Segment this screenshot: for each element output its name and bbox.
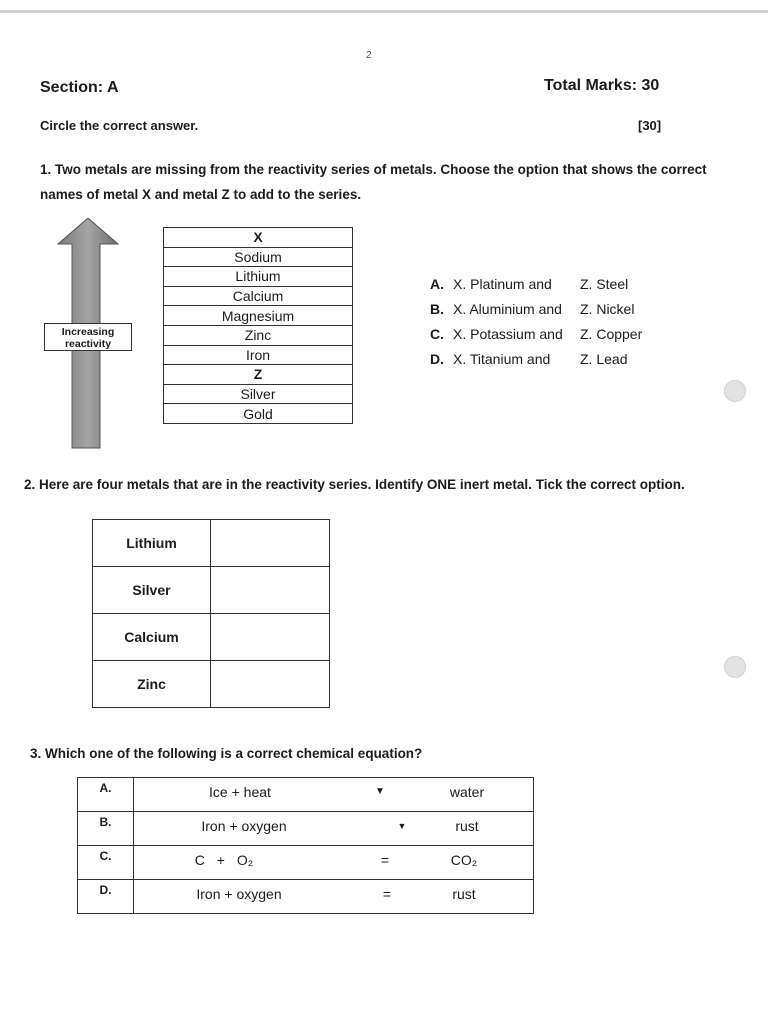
series-cell: Zinc (164, 325, 353, 345)
q1-options (430, 276, 642, 376)
metal-cell: Calcium (93, 614, 211, 661)
option-c[interactable] (430, 326, 642, 351)
equation-rhs: water (449, 784, 485, 800)
equation-lhs: Ice + heat (209, 784, 271, 800)
inert-metal-table (92, 519, 330, 708)
equation-cell (134, 880, 534, 914)
option-b[interactable] (430, 301, 642, 326)
option-z: Z. Copper (580, 326, 643, 342)
tick-box[interactable] (211, 567, 330, 614)
row-letter: C. (78, 846, 134, 880)
instruction: Circle the correct answer. (40, 118, 199, 133)
series-cell: Magnesium (164, 306, 353, 326)
option-letter: B. (430, 301, 444, 317)
row-letter: B. (78, 812, 134, 846)
series-cell: Lithium (164, 267, 353, 287)
total-marks: Total Marks: 30 (544, 77, 660, 94)
table-row (93, 614, 330, 661)
question-1: 1. Two metals are missing from the reactivity series of metals. Choose the option that shows the correct names of metal X and metal Z to add to the series. (40, 162, 707, 202)
equation-rhs: rust (455, 818, 479, 834)
metal-cell: Lithium (93, 520, 211, 567)
tick-box[interactable] (211, 661, 330, 708)
punch-hole (724, 656, 746, 678)
section-title: Section: A (40, 79, 119, 96)
equation-lhs: Iron + oxygen (201, 818, 287, 834)
option-x: X. Potassium and (453, 326, 563, 342)
option-z: Z. Lead (580, 351, 628, 367)
metal-cell: Zinc (93, 661, 211, 708)
option-x: X. Titanium and (453, 351, 551, 367)
metal-cell: Silver (93, 567, 211, 614)
table-row (93, 661, 330, 708)
question-2: 2. Here are four metals that are in the reactivity series. Identify ONE inert metal. Tick the correct option. (24, 477, 685, 492)
row-letter: D. (78, 880, 134, 914)
series-cell: X (164, 228, 353, 248)
table-row (93, 520, 330, 567)
row-letter: A. (78, 778, 134, 812)
series-cell: Iron (164, 345, 353, 365)
arrow-down-icon: ▼ (375, 786, 385, 797)
option-letter: C. (430, 326, 444, 342)
equation-cell (134, 812, 534, 846)
equation-rhs: rust (452, 886, 476, 902)
equation-lhs: Iron + oxygen (196, 886, 282, 902)
punch-hole (724, 380, 746, 402)
arrow-label-line-1: Increasing (61, 326, 115, 338)
series-cell: Silver (164, 384, 353, 404)
option-a[interactable] (430, 276, 642, 301)
series-cell: Sodium (164, 247, 353, 267)
table-row[interactable] (78, 880, 534, 914)
option-x: X. Platinum and (453, 276, 552, 292)
table-row[interactable] (78, 778, 534, 812)
page-number: 2 (366, 50, 372, 61)
option-letter: A. (430, 276, 444, 292)
equation-rhs: CO₂ (450, 852, 478, 868)
series-cell: Calcium (164, 286, 353, 306)
series-cell: Z (164, 365, 353, 385)
question-3: 3. Which one of the following is a correct chemical equation? (30, 746, 423, 761)
instruction-marks: [30] (638, 118, 662, 133)
equals-sign: = (382, 886, 392, 902)
table-row[interactable] (78, 812, 534, 846)
arrow-down-icon: ▼ (397, 821, 407, 831)
equation-cell (134, 778, 534, 812)
top-rule (0, 10, 768, 13)
tick-box[interactable] (211, 614, 330, 661)
equals-sign: = (380, 852, 390, 868)
option-letter: D. (430, 351, 444, 367)
option-d[interactable] (430, 351, 642, 376)
option-x: X. Aluminium and (453, 301, 562, 317)
series-cell: Gold (164, 404, 353, 424)
equation-cell (134, 846, 534, 880)
arrow-label-line-2: reactivity (64, 338, 112, 350)
option-z: Z. Nickel (580, 301, 635, 317)
reactivity-series-table (163, 227, 353, 424)
equation-lhs: C + O₂ (194, 852, 254, 868)
arrow-label (44, 323, 132, 351)
table-row (93, 567, 330, 614)
equation-table (77, 777, 534, 914)
table-row[interactable] (78, 846, 534, 880)
option-z: Z. Steel (580, 276, 629, 292)
tick-box[interactable] (211, 520, 330, 567)
